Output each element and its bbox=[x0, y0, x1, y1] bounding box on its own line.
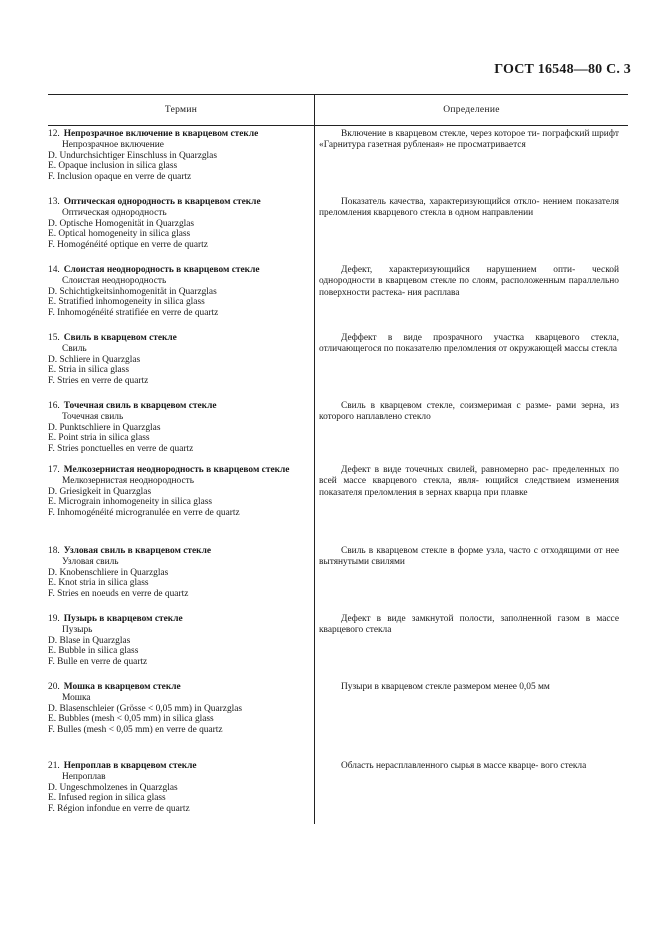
term-number: 15. bbox=[48, 333, 60, 343]
column-divider bbox=[314, 94, 315, 824]
terms-table bbox=[48, 94, 628, 815]
term-foreign-d: D. Knobenschliere in Quarzglas bbox=[48, 567, 169, 578]
term-foreign-f: F. Homogénéité optique en verre de quartz bbox=[48, 240, 208, 251]
term-short-form: Непроплав bbox=[62, 771, 106, 782]
term-number: 19. bbox=[48, 614, 60, 624]
term-short-form: Свиль bbox=[62, 343, 87, 354]
term-foreign-d: D. Ungeschmolzenes in Quarzglas bbox=[48, 782, 178, 793]
term-foreign-e: E. Micrograin inhomogeneity in silica glass bbox=[48, 497, 213, 508]
term-foreign-d: D. Schliere in Quarzglas bbox=[48, 354, 141, 365]
definition-cell bbox=[319, 333, 619, 356]
term-cell bbox=[48, 333, 310, 387]
page-header: ГОСТ 16548—80 С. 3 bbox=[494, 62, 631, 77]
definition-cell bbox=[319, 129, 619, 152]
term-cell bbox=[48, 546, 310, 600]
term-cell bbox=[48, 265, 310, 319]
definition-text: Деффект в виде прозрачного участка кварцевого стекла, отличающегося по показателю преломления от окружающей массы стекла bbox=[319, 333, 619, 355]
term-name: Непрозрачное включение в кварцевом стекле bbox=[63, 129, 259, 139]
term-title bbox=[48, 197, 310, 208]
term-name: Свиль в кварцевом стекле bbox=[63, 333, 177, 343]
term-name: Точечная свиль в кварцевом стекле bbox=[63, 401, 217, 411]
term-title bbox=[48, 761, 310, 772]
term-cell bbox=[48, 761, 310, 815]
term-short-form: Мошка bbox=[62, 692, 91, 703]
term-foreign-e: E. Bubbles (mesh < 0,05 mm) in silica glass bbox=[48, 714, 214, 725]
term-cell bbox=[48, 614, 310, 668]
term-name: Пузырь в кварцевом стекле bbox=[63, 614, 183, 624]
term-title bbox=[48, 401, 310, 412]
term-number: 14. bbox=[48, 265, 60, 275]
definition-cell bbox=[319, 465, 619, 499]
definition-cell bbox=[319, 265, 619, 299]
column-header-terms: Термин bbox=[164, 105, 198, 115]
term-foreign-e: E. Infused region in silica glass bbox=[48, 793, 166, 804]
term-foreign-f: F. Stries en verre de quartz bbox=[48, 376, 149, 387]
term-number: 13. bbox=[48, 197, 60, 207]
term-title bbox=[48, 265, 310, 276]
term-foreign-f: F. Bulles (mesh < 0,05 mm) en verre de quartz bbox=[48, 725, 223, 736]
term-name: Узловая свиль в кварцевом стекле bbox=[63, 546, 211, 556]
term-number: 16. bbox=[48, 401, 60, 411]
definition-cell bbox=[319, 614, 619, 637]
term-cell bbox=[48, 465, 310, 519]
term-number: 18. bbox=[48, 546, 60, 556]
term-foreign-d: D. Undurchsichtiger Einschluss in Quarzglas bbox=[48, 150, 217, 161]
term-short-form: Оптическая однородность bbox=[62, 207, 167, 218]
term-name: Мелкозернистая неоднородность в кварцевом стекле bbox=[63, 465, 290, 475]
term-foreign-f: F. Inhomogénéité microgranulée en verre de quartz bbox=[48, 508, 240, 519]
term-short-form: Непрозрачное включение bbox=[62, 139, 164, 150]
term-foreign-d: D. Schichtigkeitsinhomogenität in Quarzglas bbox=[48, 286, 217, 297]
term-foreign-f: F. Inclusion opaque en verre de quartz bbox=[48, 172, 192, 183]
definition-cell bbox=[319, 761, 619, 772]
term-foreign-f: F. Inhomogénéité stratifiée en verre de quartz bbox=[48, 308, 219, 319]
term-short-form: Пузырь bbox=[62, 624, 93, 635]
term-title bbox=[48, 129, 310, 140]
definition-cell bbox=[319, 546, 619, 569]
table-header bbox=[48, 95, 628, 126]
term-cell bbox=[48, 129, 310, 183]
definition-cell bbox=[319, 682, 619, 693]
definition-text: Дефект в виде замкнутой полости, заполненной газом в массе кварцевого стекла bbox=[319, 614, 619, 636]
term-cell bbox=[48, 197, 310, 251]
term-number: 12. bbox=[48, 129, 60, 139]
term-foreign-e: E. Optical homogeneity in silica glass bbox=[48, 229, 191, 240]
term-short-form: Слоистая неоднородность bbox=[62, 275, 167, 286]
definition-text: Свиль в кварцевом стекле в форме узла, часто с отходящими от нее вытянутыми свилями bbox=[319, 546, 619, 568]
definition-text: Включение в кварцевом стекле, через которое ти- пографский шрифт «Гарнитура газетная рубленая» не просматривается bbox=[319, 129, 619, 151]
term-title bbox=[48, 546, 310, 557]
term-title bbox=[48, 682, 310, 693]
term-short-form: Узловая свиль bbox=[62, 556, 119, 567]
term-foreign-d: D. Blase in Quarzglas bbox=[48, 635, 131, 646]
term-cell bbox=[48, 682, 310, 736]
definition-text: Дефект, характеризующийся нарушением опти- ческой однородности в кварцевом стекле по слоям, расположенным параллельно поверхности растека- ния расплава bbox=[319, 265, 619, 298]
term-foreign-f: F. Région infondue en verre de quartz bbox=[48, 804, 190, 815]
term-number: 20. bbox=[48, 682, 60, 692]
term-title bbox=[48, 614, 310, 625]
term-foreign-e: E. Point stria in silica glass bbox=[48, 433, 150, 444]
definition-text: Пузыри в кварцевом стекле размером менее 0,05 мм bbox=[341, 682, 550, 692]
term-title bbox=[48, 465, 310, 476]
term-foreign-e: E. Stratified inhomogeneity in silica glass bbox=[48, 297, 205, 308]
term-title bbox=[48, 333, 310, 344]
term-foreign-e: E. Bubble in silica glass bbox=[48, 646, 139, 657]
term-foreign-d: D. Punktschliere in Quarzglas bbox=[48, 422, 161, 433]
definition-text: Дефект в виде точечных свилей, равномерно рас- пределенных по всей массе кварцевого стекла, явля- ющийся следствием изменения показателя преломления в зернах кварца при плавке bbox=[319, 465, 619, 498]
term-foreign-e: E. Knot stria in silica glass bbox=[48, 578, 149, 589]
term-foreign-d: D. Optische Homogenität in Quarzglas bbox=[48, 218, 195, 229]
term-name: Оптическая однородность в кварцевом стекле bbox=[63, 197, 261, 207]
definition-cell bbox=[319, 401, 619, 424]
term-number: 21. bbox=[48, 761, 60, 771]
definition-text: Показатель качества, характеризующийся откло- нением показателя преломления кварцевого стекла в одном направлении bbox=[319, 197, 619, 219]
definition-text: Область нерасплавленного сырья в массе кварце- вого стекла bbox=[341, 761, 587, 771]
column-header-definition: Определение bbox=[314, 95, 628, 125]
term-name: Слоистая неоднородность в кварцевом стекле bbox=[63, 265, 260, 275]
term-foreign-e: E. Opaque inclusion in silica glass bbox=[48, 161, 178, 172]
term-foreign-f: F. Stries ponctuelles en verre de quartz bbox=[48, 444, 194, 455]
term-foreign-f: F. Stries en noeuds en verre de quartz bbox=[48, 589, 189, 600]
term-number: 17. bbox=[48, 465, 60, 475]
definition-cell bbox=[319, 197, 619, 220]
term-foreign-e: E. Stria in silica glass bbox=[48, 365, 129, 376]
term-foreign-d: D. Blasenschleier (Grösse < 0,05 mm) in Quarzglas bbox=[48, 703, 243, 714]
term-name: Непроплав в кварцевом стекле bbox=[63, 761, 197, 771]
term-cell bbox=[48, 401, 310, 455]
definition-text: Свиль в кварцевом стекле, соизмеримая с разме- рами зерна, из которого наплавлено стекло bbox=[319, 401, 619, 423]
term-foreign-f: F. Bulle en verre de quartz bbox=[48, 657, 148, 668]
term-short-form: Точечная свиль bbox=[62, 411, 124, 422]
term-short-form: Мелкозернистая неоднородность bbox=[62, 475, 195, 486]
term-foreign-d: D. Griesigkeit in Quarzglas bbox=[48, 486, 152, 497]
term-name: Мошка в кварцевом стекле bbox=[63, 682, 181, 692]
